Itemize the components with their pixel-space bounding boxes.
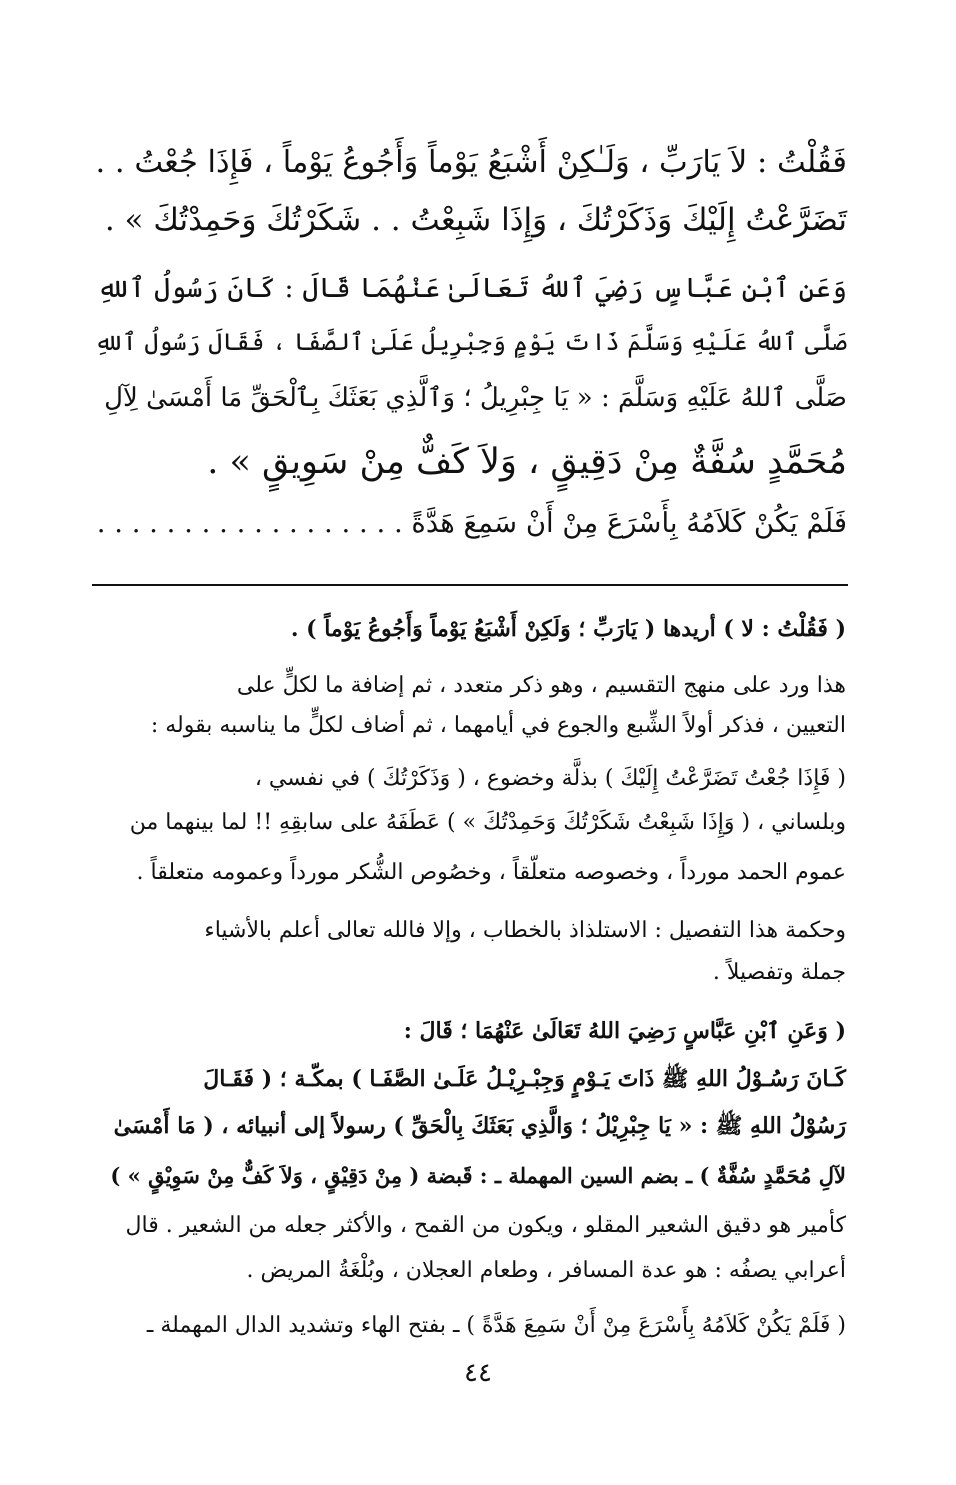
main-line-6: مُحَمَّدٍ سُفَّةٌ مِنْ دَقِيقٍ ، وَلاَ كَفٌّ مِنْ سَوِيقٍ » . — [207, 442, 847, 482]
commentary-line-10: كَـانَ رَسُـوْلُ اللهِ ﷺ ذَاتَ يَـوْمٍ وَجِبْـرِيْـلُ عَلَـىٰ الصَّفَـا ) بمكّـة ؛ ( فَقَـالَ — [203, 1066, 846, 1092]
commentary-line-4: ( فَإِذَا جُعْتُ تَضَرَّعْتُ إِلَيْكَ ) بذلَّة وخضوع ، ( وَذَكَرْتُكَ ) في نفسي ، — [254, 766, 846, 791]
commentary-line-15: ( فَلَمْ يَكُنْ كَلاَمُهُ بِأَسْرَعَ مِنْ أَنْ سَمِعَ هَدَّةً ) ـ بفتح الهاء وتشديد الدال المهملة ـ — [146, 1313, 846, 1338]
footnote-divider — [92, 584, 848, 586]
commentary-line-11: رَسُوْلُ اللهِ ﷺ : « يَا جِبْرِيْلُ ؛ وَالَّذِي بَعَثَكَ بِالْحَقِّ ) رسولاً إلى أنبيائه ، ( مَا أَمْسَىٰ — [113, 1113, 846, 1139]
commentary-line-9: ( وَعَنِ ٱبْنِ عَبَّاسٍ رَضِيَ اللهُ تَعَالَىٰ عَنْهُمَا ؛ قَالَ : — [403, 1018, 846, 1044]
commentary-line-13: كأمير هو دقيق الشعير المقلو ، ويكون من القمح ، والأكثر جعله من الشعير . قال — [125, 1213, 846, 1238]
main-line-5: صَلَّى ٱللهُ عَلَيْهِ وَسَلَّمَ : « يَا جِبْرِيلُ ؛ وَٱلَّذِي بَعَثَكَ بِٱلْحَقِّ مَا أَمْسَىٰ لِآلِ — [104, 383, 847, 413]
commentary-line-14: أعرابي يصفُه : هو عدة المسافر ، وطعام العجلان ، وبُلْغَةُ المريض . — [246, 1258, 846, 1283]
main-line-3: وَعَنِ ٱبْنِ عَبَّاسٍ رَضِيَ ٱللهُ تَعَالَىٰ عَنْهُمَا قَالَ : كَانَ رَسُولُ ٱللهِ — [97, 272, 847, 304]
main-line-4: صَلَّى ٱللهُ عَلَيْهِ وَسَلَّمَ ذَاتَ يَوْمٍ وَجِبْرِيلُ عَلَىٰ ٱلصَّفَا ، فَقَالَ رَسُولُ ٱللهِ — [94, 328, 847, 356]
main-text-block — [95, 0, 847, 560]
commentary-line-8: جملة وتفصيلاً . — [712, 960, 846, 985]
main-line-7: فَلَمْ يَكُنْ كَلاَمُهُ بِأَسْرَعَ مِنْ أَنْ سَمِعَ هَدَّةً . . . . . . . . . . . . . . . . . . — [96, 507, 847, 539]
commentary-line-6: عموم الحمد مورداً ، وخصوصه متعلّقاً ، وخصُوص الشُّكر مورداً وعمومه متعلقاً . — [136, 860, 846, 885]
commentary-line-3: التعيين ، فذكر أولاً الشِّبع والجوع في أيامهما ، ثم أضاف لكلٍّ ما يناسبه بقوله : — [150, 713, 846, 738]
commentary-line-2: هذا ورد على منهج التقسيم ، وهو ذكر متعدد ، ثم إضافة ما لكلٍّ على — [236, 673, 846, 698]
commentary-line-1: ( فَقُلْتُ : لا ) أريدها ( يَارَبِّ ؛ وَلَكِنْ أَشْبَعُ يَوْماً وَأَجُوعُ يَوْماً ) . — [290, 616, 846, 642]
commentary-line-12: لآلِ مُحَمَّدٍ سُفَّةٌ ) ـ بضم السين المهملة ـ : قَبضة ( مِنْ دَقِيْقٍ ، وَلاَ كَفٌّ مِنْ سَوِيْقٍ » ) — [110, 1163, 846, 1188]
main-line-1: فَقُلْتُ : لاَ يَارَبِّ ، وَلَـٰكِنْ أَشْبَعُ يَوْماً وَأَجُوعُ يَوْماً ، فَإِذَا جُعْتُ . . — [95, 145, 847, 180]
commentary-line-7: وحكمة هذا التفصيل : الاستلذاذ بالخطاب ، وإلا فالله تعالى أعلم بالأشياء — [204, 918, 846, 943]
page-number: ٤٤ — [464, 1358, 492, 1388]
commentary-line-5: وبلساني ، ( وَإِذَا شَبِعْتُ شَكَرْتُكَ وَحَمِدْتُكَ » ) عَطَفَهُ على سابقِهِ !! لما بينهما من — [129, 810, 846, 835]
main-line-2: تَضَرَّعْتُ إِلَيْكَ وَذَكَرْتُكَ ، وَإِذَا شَبِعْتُ . . شَكَرْتُكَ وَحَمِدْتُكَ » . — [104, 202, 847, 238]
